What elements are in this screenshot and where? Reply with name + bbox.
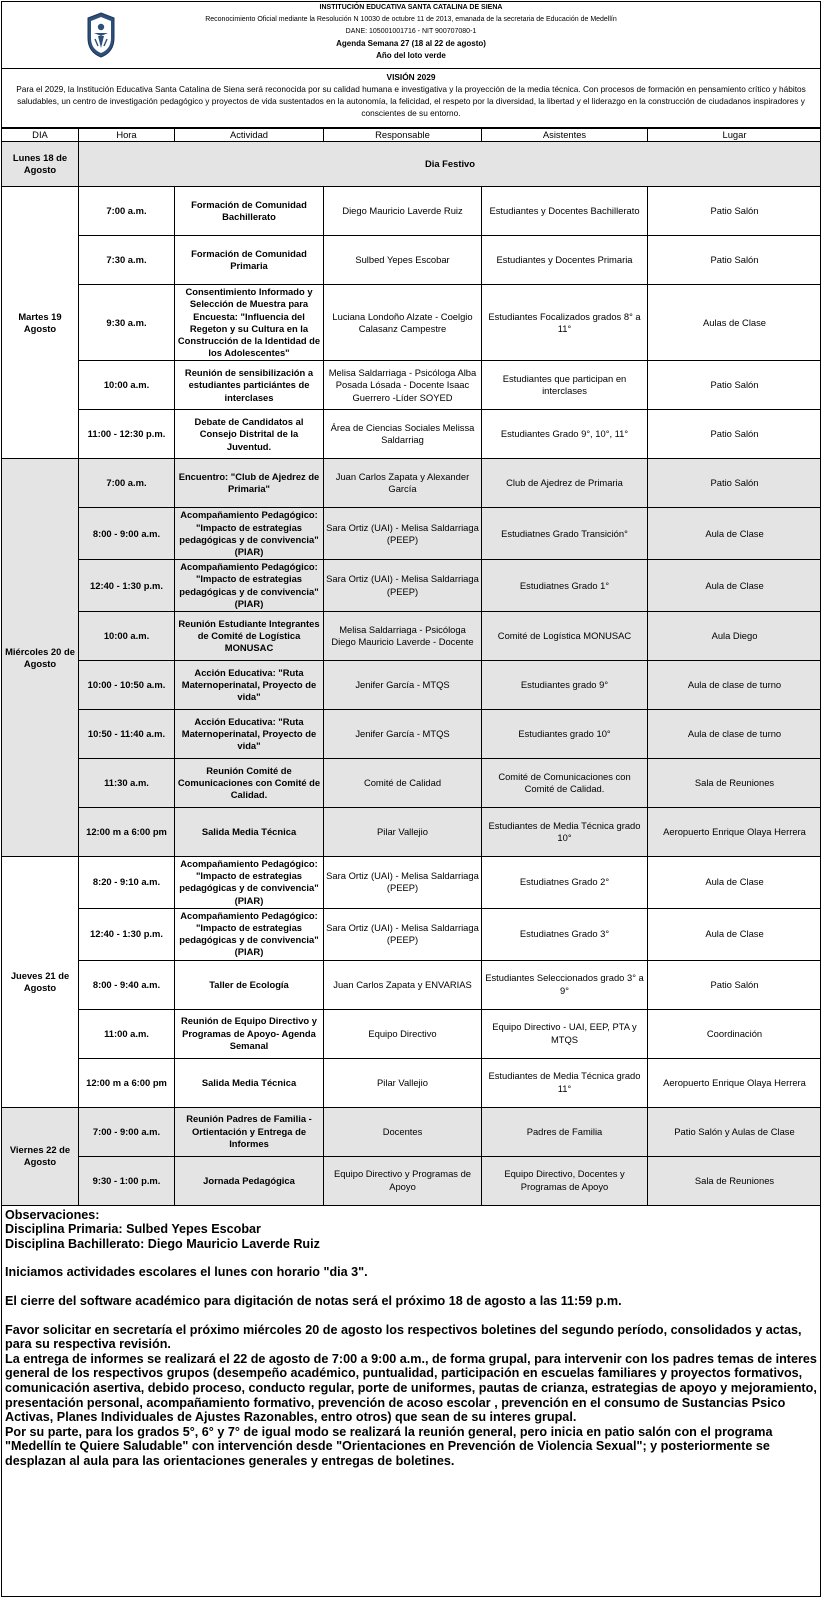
table-row (2, 908, 822, 960)
cell-asistentes: Estudiatnes Grado 3° (482, 908, 648, 960)
vision-section (2, 69, 820, 128)
column-header-dia: DIA (2, 129, 79, 142)
cell-actividad: Acción Educativa: "Ruta Maternoperinatal, Proyecto de vida" (175, 661, 324, 710)
cell-lugar: Aeropuerto Enrique Olaya Herrera (648, 808, 822, 857)
cell-responsable: Pilar Vallejio (324, 1058, 482, 1107)
year-motto: Año del loto verde (376, 51, 446, 60)
cell-responsable: Docentes (324, 1107, 482, 1156)
cell-responsable: Sara Ortiz (UAI) - Melisa Saldarriaga (PEEP) (324, 508, 482, 560)
table-row (2, 1058, 822, 1107)
cell-actividad: Acción Educativa: "Ruta Maternoperinatal, Proyecto de vida" (175, 710, 324, 759)
cell-hora: 10:00 - 10:50 a.m. (79, 661, 175, 710)
cell-responsable: Melisa Saldarriaga - Psicóloga Diego Mauricio Laverde - Docente (324, 612, 482, 661)
cell-lugar: Aula de Clase (648, 560, 822, 612)
cell-lugar: Aula de Clase (648, 857, 822, 909)
cell-hora: 8:00 - 9:40 a.m. (79, 960, 175, 1009)
cell-hora: 8:00 - 9:00 a.m. (79, 508, 175, 560)
cell-responsable: Sulbed Yepes Escobar (324, 236, 482, 285)
cell-hora: 12:00 m a 6:00 pm (79, 808, 175, 857)
cell-asistentes: Padres de Familia (482, 1107, 648, 1156)
discipline-primaria: Disciplina Primaria: Sulbed Yepes Escobar (5, 1222, 261, 1237)
cell-lugar: Patio Salón (648, 187, 822, 236)
cell-lugar: Aula de clase de turno (648, 710, 822, 759)
cell-actividad: Jornada Pedagógica (175, 1156, 324, 1205)
cell-asistentes: Estudiatnes Grado 1° (482, 560, 648, 612)
observation-schedule: Iniciamos actividades escolares el lunes con horario "dia 3". (5, 1265, 368, 1280)
table-row (2, 759, 822, 808)
cell-actividad: Reunión de sensibilización a estudiantes particiántes de interclases (175, 361, 324, 410)
cell-responsable: Diego Mauricio Laverde Ruiz (324, 187, 482, 236)
column-header-lugar: Lugar (648, 129, 822, 142)
cell-hora: 7:00 - 9:00 a.m. (79, 1107, 175, 1156)
cell-actividad: Formación de Comunidad Bachillerato (175, 187, 324, 236)
table-header-row (2, 129, 822, 142)
cell-lugar: Aula de Clase (648, 508, 822, 560)
cell-lugar: Patio Salón y Aulas de Clase (648, 1107, 822, 1156)
cell-lugar: Sala de Reuniones (648, 1156, 822, 1205)
vision-text: Para el 2029, la Institución Educativa Santa Catalina de Siena será reconocida por su calidad humana e investigativa y la proyección de la media técnica. Con procesos de formación en pensamiento crítico y hábitos saludables, un centro de investigación pedagógico y proyectos de vida sustentados en la autonomía, la felicidad, el respeto por la diversidad, la libertad y el liderazgo en la construcción de ciudadanos inspiradores y conscientes de su entorno. (16, 84, 806, 118)
table-row (2, 508, 822, 560)
cell-responsable: Melisa Saldarriaga - Psicóloga Alba Posada Lósada - Docente Isaac Guerrero -Líder SOYED (324, 361, 482, 410)
cell-hora: 12:00 m a 6:00 pm (79, 1058, 175, 1107)
table-row (2, 459, 822, 508)
cell-actividad: Consentimiento Informado y Selección de Muestra para Encuesta: "Influencia del Regeton y su Cultura en la Construcción de la Identidad de los Adolescentes" (175, 285, 324, 361)
cell-asistentes: Estudiantes y Docentes Bachillerato (482, 187, 648, 236)
cell-hora: 12:40 - 1:30 p.m. (79, 560, 175, 612)
cell-asistentes: Estudiantes grado 10° (482, 710, 648, 759)
cell-actividad: Reunión Padres de Familia - Ortientación y Entrega de Informes (175, 1107, 324, 1156)
table-row (2, 1009, 822, 1058)
cell-responsable: Sara Ortiz (UAI) - Melisa Saldarriaga (PEEP) (324, 857, 482, 909)
cell-actividad: Reunión Estudiante Integrantes de Comité de Logística MONUSAC (175, 612, 324, 661)
cell-actividad: Acompañamiento Pedagógico: "Impacto de estrategias pedagógicas y de convivencia" (PIAR) (175, 508, 324, 560)
cell-hora: 11:30 a.m. (79, 759, 175, 808)
cell-asistentes: Estudiantes Seleccionados grado 3° a 9° (482, 960, 648, 1009)
school-crest-icon (86, 12, 116, 58)
holiday-label: Dia Festivo (79, 142, 822, 187)
table-row (2, 710, 822, 759)
observation-report-delivery: La entrega de informes se realizará el 22 de agosto de 7:00 a 9:00 a.m., de forma grupal, para intervenir con los padres temas de interes general de los respectivos grupos (desempeño académico, puntualidad, participación en escuelas familiares y proyectos formativos, comunicación asertiva, debido proceso, conducto regular, porte de uniformes, pautas de crianza, estrategias de apoyo y mejoramiento, presentación personal, acompañamiento formativo, prevención de acoso escolar , prevención en el consumo de Sustancias Psico Activas, Planes Individuales de Ajustes Razonables, entro otros) que sean de su interes grupal. (5, 1351, 817, 1425)
cell-hora: 7:00 a.m. (79, 459, 175, 508)
institution-name: INSTITUCIÓN EDUCATIVA SANTA CATALINA DE SIENA (319, 4, 503, 11)
cell-lugar: Patio Salón (648, 960, 822, 1009)
observation-software-closing: El cierre del software académico para digitación de notas será el próximo 18 de agosto a las 11:59 p.m. (5, 1294, 622, 1309)
cell-asistentes: Comité de Comunicaciones con Comité de Calidad. (482, 759, 648, 808)
table-row (2, 187, 822, 236)
cell-asistentes: Estudiantes Focalizados grados 8° a 11° (482, 285, 648, 361)
cell-actividad: Salida Media Técnica (175, 1058, 324, 1107)
cell-lugar: Patio Salón (648, 236, 822, 285)
cell-lugar: Patio Salón (648, 410, 822, 459)
day-wednesday: Miércoles 20 de Agosto (2, 459, 79, 857)
cell-asistentes: Estudiatnes Grado Transición° (482, 508, 648, 560)
cell-actividad: Formación de Comunidad Primaria (175, 236, 324, 285)
cell-asistentes: Estudiantes de Media Técnica grado 11° (482, 1058, 648, 1107)
cell-hora: 7:30 a.m. (79, 236, 175, 285)
cell-actividad: Reunión Comité de Comunicaciones con Comité de Calidad. (175, 759, 324, 808)
cell-responsable: Jenifer García - MTQS (324, 661, 482, 710)
cell-lugar: Sala de Reuniones (648, 759, 822, 808)
vision-title: VISIÓN 2029 (386, 72, 436, 82)
cell-actividad: Encuentro: "Club de Ajedrez de Primaria" (175, 459, 324, 508)
cell-asistentes: Estudiantes Grado 9°, 10°, 11° (482, 410, 648, 459)
cell-asistentes: Estudiantes y Docentes Primaria (482, 236, 648, 285)
column-header-actividad: Actividad (175, 129, 324, 142)
cell-responsable: Equipo Directivo y Programas de Apoyo (324, 1156, 482, 1205)
monday-row (2, 142, 822, 187)
agenda-sheet (1, 1, 821, 1597)
table-row (2, 236, 822, 285)
discipline-bachillerato: Disciplina Bachillerato: Diego Mauricio Laverde Ruiz (5, 1236, 320, 1251)
cell-responsable: Luciana Londoño Alzate - Coelgio Calasanz Campestre (324, 285, 482, 361)
day-thursday: Jueves 21 de Agosto (2, 857, 79, 1108)
cell-hora: 10:50 - 11:40 a.m. (79, 710, 175, 759)
cell-hora: 10:00 a.m. (79, 361, 175, 410)
cell-responsable: Juan Carlos Zapata y Alexander García (324, 459, 482, 508)
cell-actividad: Taller de Ecología (175, 960, 324, 1009)
cell-asistentes: Equipo Directivo, Docentes y Programas de Apoyo (482, 1156, 648, 1205)
cell-lugar: Aula de Clase (648, 908, 822, 960)
dane-nit: DANE: 105001001716 - NIT 900707080-1 (345, 28, 477, 35)
cell-actividad: Debate de Candidatos al Consejo Distrital de la Juventud. (175, 410, 324, 459)
observation-bulletins: Favor solicitar en secretaría el próximo miércoles 20 de agosto los respectivos boletines del segundo período, consolidados y actas, para su respectiva revisión. (5, 1322, 802, 1352)
cell-asistentes: Club de Ajedrez de Primaria (482, 459, 648, 508)
cell-responsable: Jenifer García - MTQS (324, 710, 482, 759)
cell-asistentes: Estudiantes de Media Técnica grado 10° (482, 808, 648, 857)
table-row (2, 1107, 822, 1156)
cell-hora: 9:30 a.m. (79, 285, 175, 361)
table-row (2, 410, 822, 459)
day-monday: Lunes 18 de Agosto (2, 142, 79, 187)
column-header-asistentes: Asistentes (482, 129, 648, 142)
agenda-table (1, 128, 821, 1206)
cell-actividad: Salida Media Técnica (175, 808, 324, 857)
table-row (2, 1156, 822, 1205)
day-tuesday: Martes 19 Agosto (2, 187, 79, 459)
table-row (2, 661, 822, 710)
cell-actividad: Acompañamiento Pedagógico: "Impacto de estrategias pedagógicas y de convivencia" (PIAR) (175, 908, 324, 960)
column-header-responsable: Responsable (324, 129, 482, 142)
cell-actividad: Acompañamiento Pedagógico: "Impacto de estrategias pedagógicas y de convivencia" (PIAR) (175, 560, 324, 612)
cell-hora: 11:00 - 12:30 p.m. (79, 410, 175, 459)
cell-lugar: Aulas de Clase (648, 285, 822, 361)
cell-responsable: Juan Carlos Zapata y ENVARIAS (324, 960, 482, 1009)
cell-actividad: Reunión de Equipo Directivo y Programas de Apoyo- Agenda Semanal (175, 1009, 324, 1058)
cell-responsable: Sara Ortiz (UAI) - Melisa Saldarriaga (PEEP) (324, 560, 482, 612)
cell-asistentes: Estudiantes que participan en interclases (482, 361, 648, 410)
table-row (2, 361, 822, 410)
cell-responsable: Sara Ortiz (UAI) - Melisa Saldarriaga (PEEP) (324, 908, 482, 960)
column-header-hora: Hora (79, 129, 175, 142)
observations-section (2, 1206, 820, 1471)
table-row (2, 612, 822, 661)
cell-lugar: Aula Diego (648, 612, 822, 661)
agenda-title: Agenda Semana 27 (18 al 22 de agosto) (336, 39, 486, 48)
table-row (2, 960, 822, 1009)
cell-lugar: Patio Salón (648, 459, 822, 508)
observation-grades-5-7: Por su parte, para los grados 5°, 6° y 7° de igual modo se realizará la reunión general, pero inicia en patio salón con el programa "Medellín te Quiere Saludable" con intervención desde "Orientaciones en Prevención de Violencia Sexual"; y posteriormente se desplazan al aula para las orientaciones generales y entregas de boletines. (5, 1424, 773, 1468)
cell-responsable: Pilar Vallejio (324, 808, 482, 857)
cell-lugar: Patio Salón (648, 361, 822, 410)
recognition-text: Reconocimiento Oficial mediante la Resolución N 10030 de octubre 11 de 2013, emanada de la secretaria de Educación de Medellín (205, 16, 617, 23)
cell-hora: 7:00 a.m. (79, 187, 175, 236)
cell-hora: 12:40 - 1:30 p.m. (79, 908, 175, 960)
cell-hora: 9:30 - 1:00 p.m. (79, 1156, 175, 1205)
cell-actividad: Acompañamiento Pedagógico: "Impacto de estrategias pedagógicas y de convivencia" (PIAR) (175, 857, 324, 909)
cell-responsable: Equipo Directivo (324, 1009, 482, 1058)
document-header (2, 2, 820, 69)
cell-hora: 8:20 - 9:10 a.m. (79, 857, 175, 909)
cell-asistentes: Equipo Directivo - UAI, EEP, PTA y MTQS (482, 1009, 648, 1058)
cell-asistentes: Estudiantes grado 9° (482, 661, 648, 710)
cell-responsable: Área de Ciencias Sociales Melissa Saldarriag (324, 410, 482, 459)
cell-lugar: Coordinación (648, 1009, 822, 1058)
cell-lugar: Aula de clase de turno (648, 661, 822, 710)
cell-hora: 10:00 a.m. (79, 612, 175, 661)
day-friday: Viernes 22 de Agosto (2, 1107, 79, 1205)
cell-lugar: Aeropuerto Enrique Olaya Herrera (648, 1058, 822, 1107)
table-row (2, 560, 822, 612)
cell-asistentes: Comité de Logística MONUSAC (482, 612, 648, 661)
cell-hora: 11:00 a.m. (79, 1009, 175, 1058)
cell-responsable: Comité de Calidad (324, 759, 482, 808)
table-row (2, 857, 822, 909)
table-row (2, 808, 822, 857)
observations-title: Observaciones: (5, 1207, 100, 1222)
table-row (2, 285, 822, 361)
cell-asistentes: Estudiatnes Grado 2° (482, 857, 648, 909)
